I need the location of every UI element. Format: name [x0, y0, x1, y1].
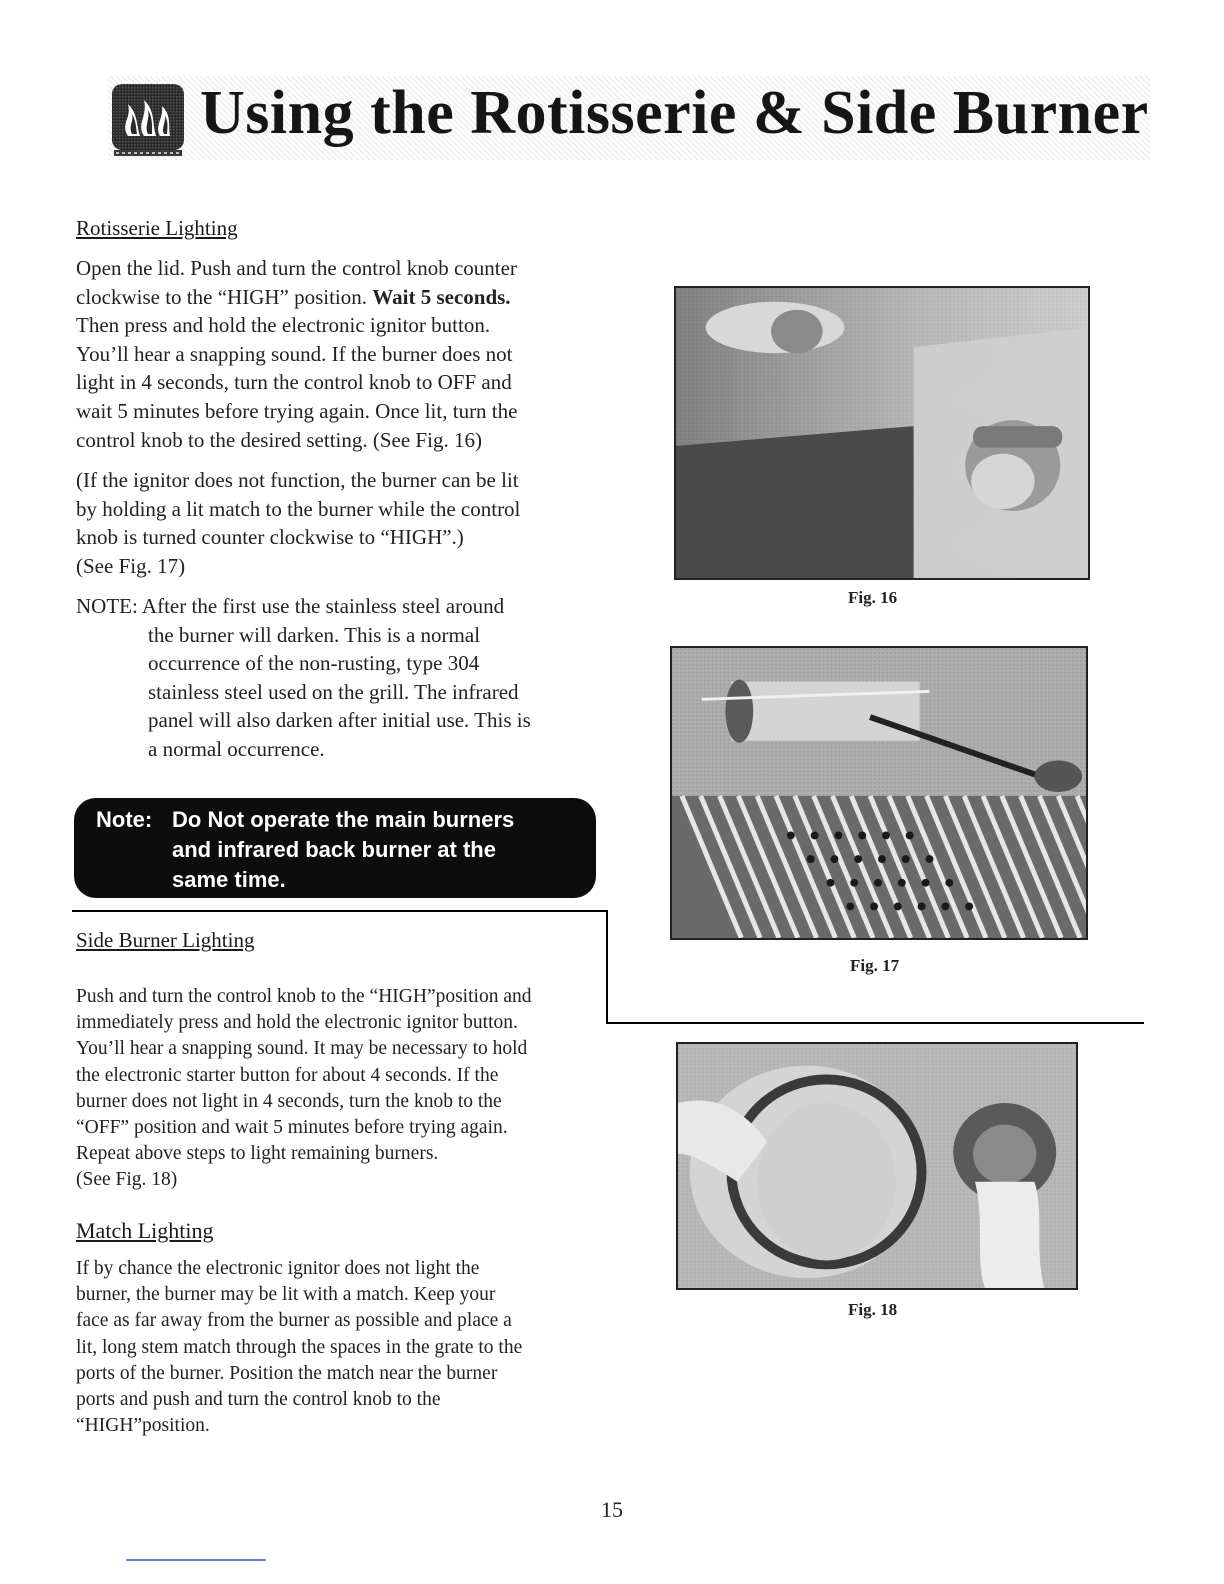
page-number: 15 — [601, 1497, 623, 1522]
text-line: panel will also darken after initial use. This is — [148, 708, 531, 733]
side-burner-lighting-heading: Side Burner Lighting — [76, 928, 255, 952]
section-divider-top — [72, 910, 608, 912]
figure-16-caption: Fig. 16 — [848, 588, 898, 607]
text-line: You’ll hear a snapping sound. It may be necessary to hold — [76, 1038, 528, 1060]
text-line: stainless steel used on the grill. The infrared — [148, 679, 519, 704]
side-burner-lighting-paragraph — [76, 984, 606, 1194]
text-line: wait 5 minutes before trying again. Once lit, turn the — [76, 398, 518, 423]
match-lighting-heading: Match Lighting — [76, 1218, 214, 1243]
figure-16-photo — [674, 286, 1090, 580]
text-line: the burner will darken. This is a normal — [148, 622, 481, 647]
section-divider-bottom — [606, 1022, 1144, 1024]
text-line: burner, the burner may be lit with a match. Keep your — [76, 1284, 496, 1306]
text-line: lit, long stem match through the spaces in the grate to the — [76, 1336, 523, 1358]
grill-flame-icon — [110, 84, 186, 158]
text-line: control knob to the desired setting. (See Fig. 16) — [76, 427, 482, 452]
figure-18-photo — [676, 1042, 1078, 1290]
text-line: You’ll hear a snapping sound. If the burner does not — [76, 341, 513, 366]
match-lighting-paragraph — [76, 1256, 606, 1439]
warning-text — [172, 805, 582, 895]
figure-18-caption: Fig. 18 — [848, 1300, 898, 1319]
text-line: and infrared back burner at the — [172, 837, 496, 862]
text-line: After the first use the stainless steel around — [141, 594, 505, 618]
warning-label: Note: — [96, 807, 153, 832]
figure-17-photo — [670, 646, 1088, 940]
text-line: (See Fig. 17) — [76, 553, 186, 578]
text-line: immediately press and hold the electronic ignitor button. — [76, 1012, 518, 1034]
text-line: the electronic starter button for about 4 seconds. If the — [76, 1064, 499, 1086]
text-line: Repeat above steps to light remaining burners. — [76, 1143, 439, 1165]
text-line: “HIGH”position. — [76, 1415, 210, 1437]
page-title: Using the Rotisserie & Side Burner — [200, 79, 1149, 147]
text-line: face as far away from the burner as possible and place a — [76, 1310, 512, 1332]
text-line: same time. — [172, 867, 286, 892]
text-line: ports of the burner. Position the match near the burner — [76, 1362, 498, 1384]
text-line: Open the lid. Push and turn the control knob counter — [76, 256, 517, 280]
text-line: knob is turned counter clockwise to “HIGH”.) — [76, 525, 464, 550]
text-line: clockwise to the “HIGH” position. — [76, 284, 368, 309]
text-line: If by chance the electronic ignitor does not light the — [76, 1258, 480, 1279]
text-line: light in 4 seconds, turn the control knob to OFF and — [76, 370, 512, 395]
wait-emphasis: Wait 5 seconds. — [372, 284, 511, 309]
text-line: (See Fig. 18) — [76, 1169, 178, 1191]
figure-17-caption: Fig. 17 — [850, 956, 900, 975]
text-line: ports and push and turn the control knob to the — [76, 1389, 441, 1411]
text-line: Do Not operate the main burners — [172, 807, 515, 832]
warning-box — [74, 798, 596, 898]
footer-line — [126, 1559, 266, 1561]
text-line: Then press and hold the electronic ignitor button. — [76, 313, 491, 338]
rotisserie-lighting-paragraph-2 — [76, 466, 616, 580]
text-line: by holding a lit match to the burner while the control — [76, 496, 521, 521]
text-line: occurrence of the non-rusting, type 304 — [148, 651, 480, 676]
section-divider-vertical — [606, 910, 608, 1024]
text-line: Push and turn the control knob to the “HIGH”position and — [76, 986, 532, 1007]
text-line: a normal occurrence. — [148, 736, 325, 761]
text-line: “OFF” position and wait 5 minutes before trying again. — [76, 1117, 508, 1139]
text-line: burner does not light in 4 seconds, turn the knob to the — [76, 1090, 502, 1112]
text-line: (If the ignitor does not function, the burner can be lit — [76, 468, 519, 492]
rotisserie-lighting-heading: Rotisserie Lighting — [76, 216, 238, 240]
rotisserie-lighting-paragraph-1 — [76, 254, 616, 454]
stainless-steel-note — [76, 592, 616, 764]
note-label: NOTE: — [76, 594, 138, 618]
